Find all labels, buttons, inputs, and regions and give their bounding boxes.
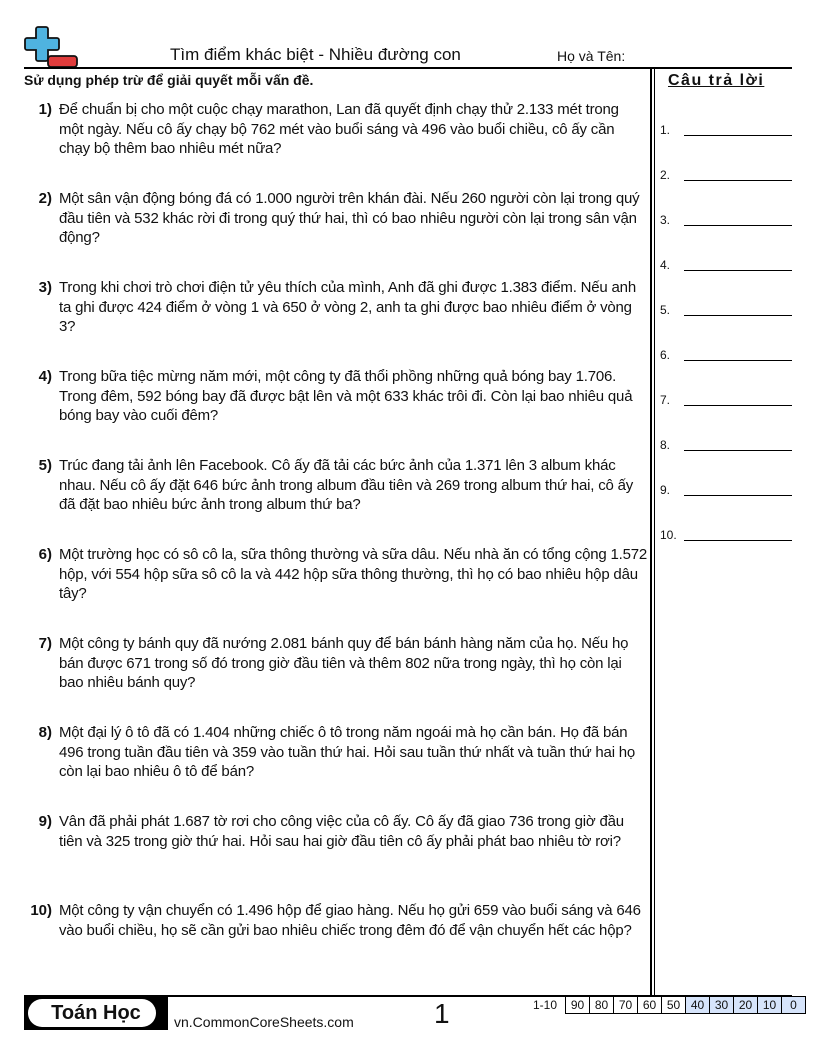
worksheet-title: Tìm điểm khác biệt - Nhiều đường con <box>170 45 461 64</box>
answer-blank[interactable] <box>660 123 792 139</box>
answer-line[interactable] <box>684 540 792 541</box>
answer-line[interactable] <box>684 135 792 136</box>
problem-number: 4) <box>38 368 52 385</box>
problem-text: Một công ty vận chuyển có 1.496 hộp để giao hàng. Nếu họ gửi 659 vào buổi sáng và 646 vào buổi chiều, họ sẽ cần gửi bao nhiêu chiếc trong đêm đó để vận chuyển hết các hộp? <box>59 902 641 939</box>
problem-number: 5) <box>38 457 52 474</box>
score-cell: 70 <box>614 997 638 1014</box>
answer-number: 7. <box>660 393 671 407</box>
page-number: 1 <box>434 998 450 1029</box>
problem-number: 3) <box>38 279 52 296</box>
answer-number: 9. <box>660 483 671 497</box>
answer-blank[interactable] <box>660 483 792 499</box>
score-cell: 90 <box>566 997 590 1014</box>
name-field-label: Họ và Tên: <box>557 48 626 64</box>
score-cell: 30 <box>710 997 734 1014</box>
score-cell: 60 <box>638 997 662 1014</box>
problem-text: Trong khi chơi trò chơi điện tử yêu thích của mình, Anh đã ghi được 1.383 điểm. Nếu anh ta ghi được 424 điểm ở vòng 1 và 650 ở vòng 2, anh ta ghi được bao nhiêu điểm ở vòng 3? <box>59 279 636 335</box>
column-divider <box>654 68 656 996</box>
problem-number: 2) <box>38 190 52 207</box>
score-cell: 40 <box>686 997 710 1014</box>
score-cell: 10 <box>758 997 782 1014</box>
answer-line[interactable] <box>684 450 792 451</box>
problem-text: Một đại lý ô tô đã có 1.404 những chiếc ô tô trong năm ngoái mà họ cần bán. Họ đã bán 496 trong tuần đầu tiên và 359 vào tuần thứ hai. Hỏi sau tuần thứ nhất và tuần thứ hai họ còn lại bao nhiêu ô tô để bán? <box>59 724 636 780</box>
answer-number: 4. <box>660 258 671 272</box>
score-table <box>565 996 806 1014</box>
plus-minus-logo-icon <box>24 26 80 68</box>
problem-number: 6) <box>38 546 52 563</box>
problem-number: 10) <box>30 902 52 919</box>
problem-number: 1) <box>38 101 52 118</box>
problem-text: Trúc đang tải ảnh lên Facebook. Cô ấy đã tải các bức ảnh của 1.371 lên 3 album khác nhau. Nếu cô ấy đặt 646 bức ảnh trong album đầu tiên và 269 trong album thứ hai, cô ấy đã đặt bao nhiêu bức ảnh trong album thứ ba? <box>59 457 634 513</box>
answer-number: 1. <box>660 123 671 137</box>
answer-blank[interactable] <box>660 168 792 184</box>
problem-text: Vân đã phải phát 1.687 tờ rơi cho công việc của cô ấy. Cô ấy đã giao 736 trong giờ đầu tiên và 325 trong giờ thứ hai. Hỏi sau hai giờ đầu tiên cô ấy phải phát bao nhiêu tờ rơi? <box>59 813 624 850</box>
answer-blank[interactable] <box>660 528 792 544</box>
answer-number: 5. <box>660 303 671 317</box>
problem-number: 8) <box>38 724 52 741</box>
score-cell: 0 <box>782 997 806 1014</box>
site-url: vn.CommonCoreSheets.com <box>174 1014 354 1030</box>
answer-line[interactable] <box>684 270 792 271</box>
problem-number: 9) <box>38 813 52 830</box>
answer-blank[interactable] <box>660 303 792 319</box>
instructions: Sử dụng phép trừ để giải quyết mỗi vấn đề. <box>24 72 314 88</box>
answer-line[interactable] <box>684 315 792 316</box>
answer-number: 6. <box>660 348 671 362</box>
answer-line[interactable] <box>684 180 792 181</box>
problem-text: Trong bữa tiệc mừng năm mới, một công ty đã thổi phồng những quả bóng bay 1.706. Trong đêm, 592 bóng bay đã được bật lên và một 633 khác trôi đi. Còn lại bao nhiêu quả bóng bay vào cuối đêm? <box>59 368 633 424</box>
answer-blank[interactable] <box>660 258 792 274</box>
answer-blank[interactable] <box>660 438 792 454</box>
answer-number: 10. <box>660 528 677 542</box>
answer-blank[interactable] <box>660 348 792 364</box>
answer-line[interactable] <box>684 360 792 361</box>
score-cell: 20 <box>734 997 758 1014</box>
score-cell: 50 <box>662 997 686 1014</box>
answer-blank[interactable] <box>660 393 792 409</box>
problem-text: Một công ty bánh quy đã nướng 2.081 bánh quy để bán bánh hàng năm của họ. Nếu họ bán được 671 trong số đó trong giờ đầu tiên và thêm 802 nữa trong ngày, thì họ còn lại bao nhiêu bánh quy? <box>59 635 629 691</box>
answer-number: 8. <box>660 438 671 452</box>
header-divider <box>24 67 792 69</box>
answer-blank[interactable] <box>660 213 792 229</box>
answer-number: 2. <box>660 168 671 182</box>
answer-number: 3. <box>660 213 671 227</box>
problem-text: Một sân vận động bóng đá có 1.000 người trên khán đài. Nếu 260 người còn lại trong quý đầu tiên và 532 khác rời đi trong quý thứ hai, thì có bao nhiêu người còn lại trong sân vận động? <box>59 190 640 246</box>
problem-number: 7) <box>38 635 52 652</box>
column-divider <box>650 68 652 996</box>
score-range-label: 1-10 <box>533 998 558 1012</box>
brand-name: Toán Học <box>51 1002 141 1024</box>
answer-line[interactable] <box>684 405 792 406</box>
answer-line[interactable] <box>684 225 792 226</box>
problem-text: Một trường học có sô cô la, sữa thông thường và sữa dâu. Nếu nhà ăn có tổng cộng 1.572 hộp, với 554 hộp sữa sô cô la và 442 hộp sữa thông thường, thì họ có bao nhiêu hộp dâu tây? <box>59 546 648 602</box>
answer-line[interactable] <box>684 495 792 496</box>
problem-text: Để chuẩn bị cho một cuộc chạy marathon, Lan đã quyết định chạy thử 2.133 mét trong một ngày. Nếu cô ấy chạy bộ 762 mét vào buổi sáng và 496 vào buổi chiều, cô ấy cần chạy bộ thêm bao nhiêu mét nữa? <box>59 101 619 157</box>
answers-heading: Câu trả lời <box>668 72 765 89</box>
score-cell: 80 <box>590 997 614 1014</box>
